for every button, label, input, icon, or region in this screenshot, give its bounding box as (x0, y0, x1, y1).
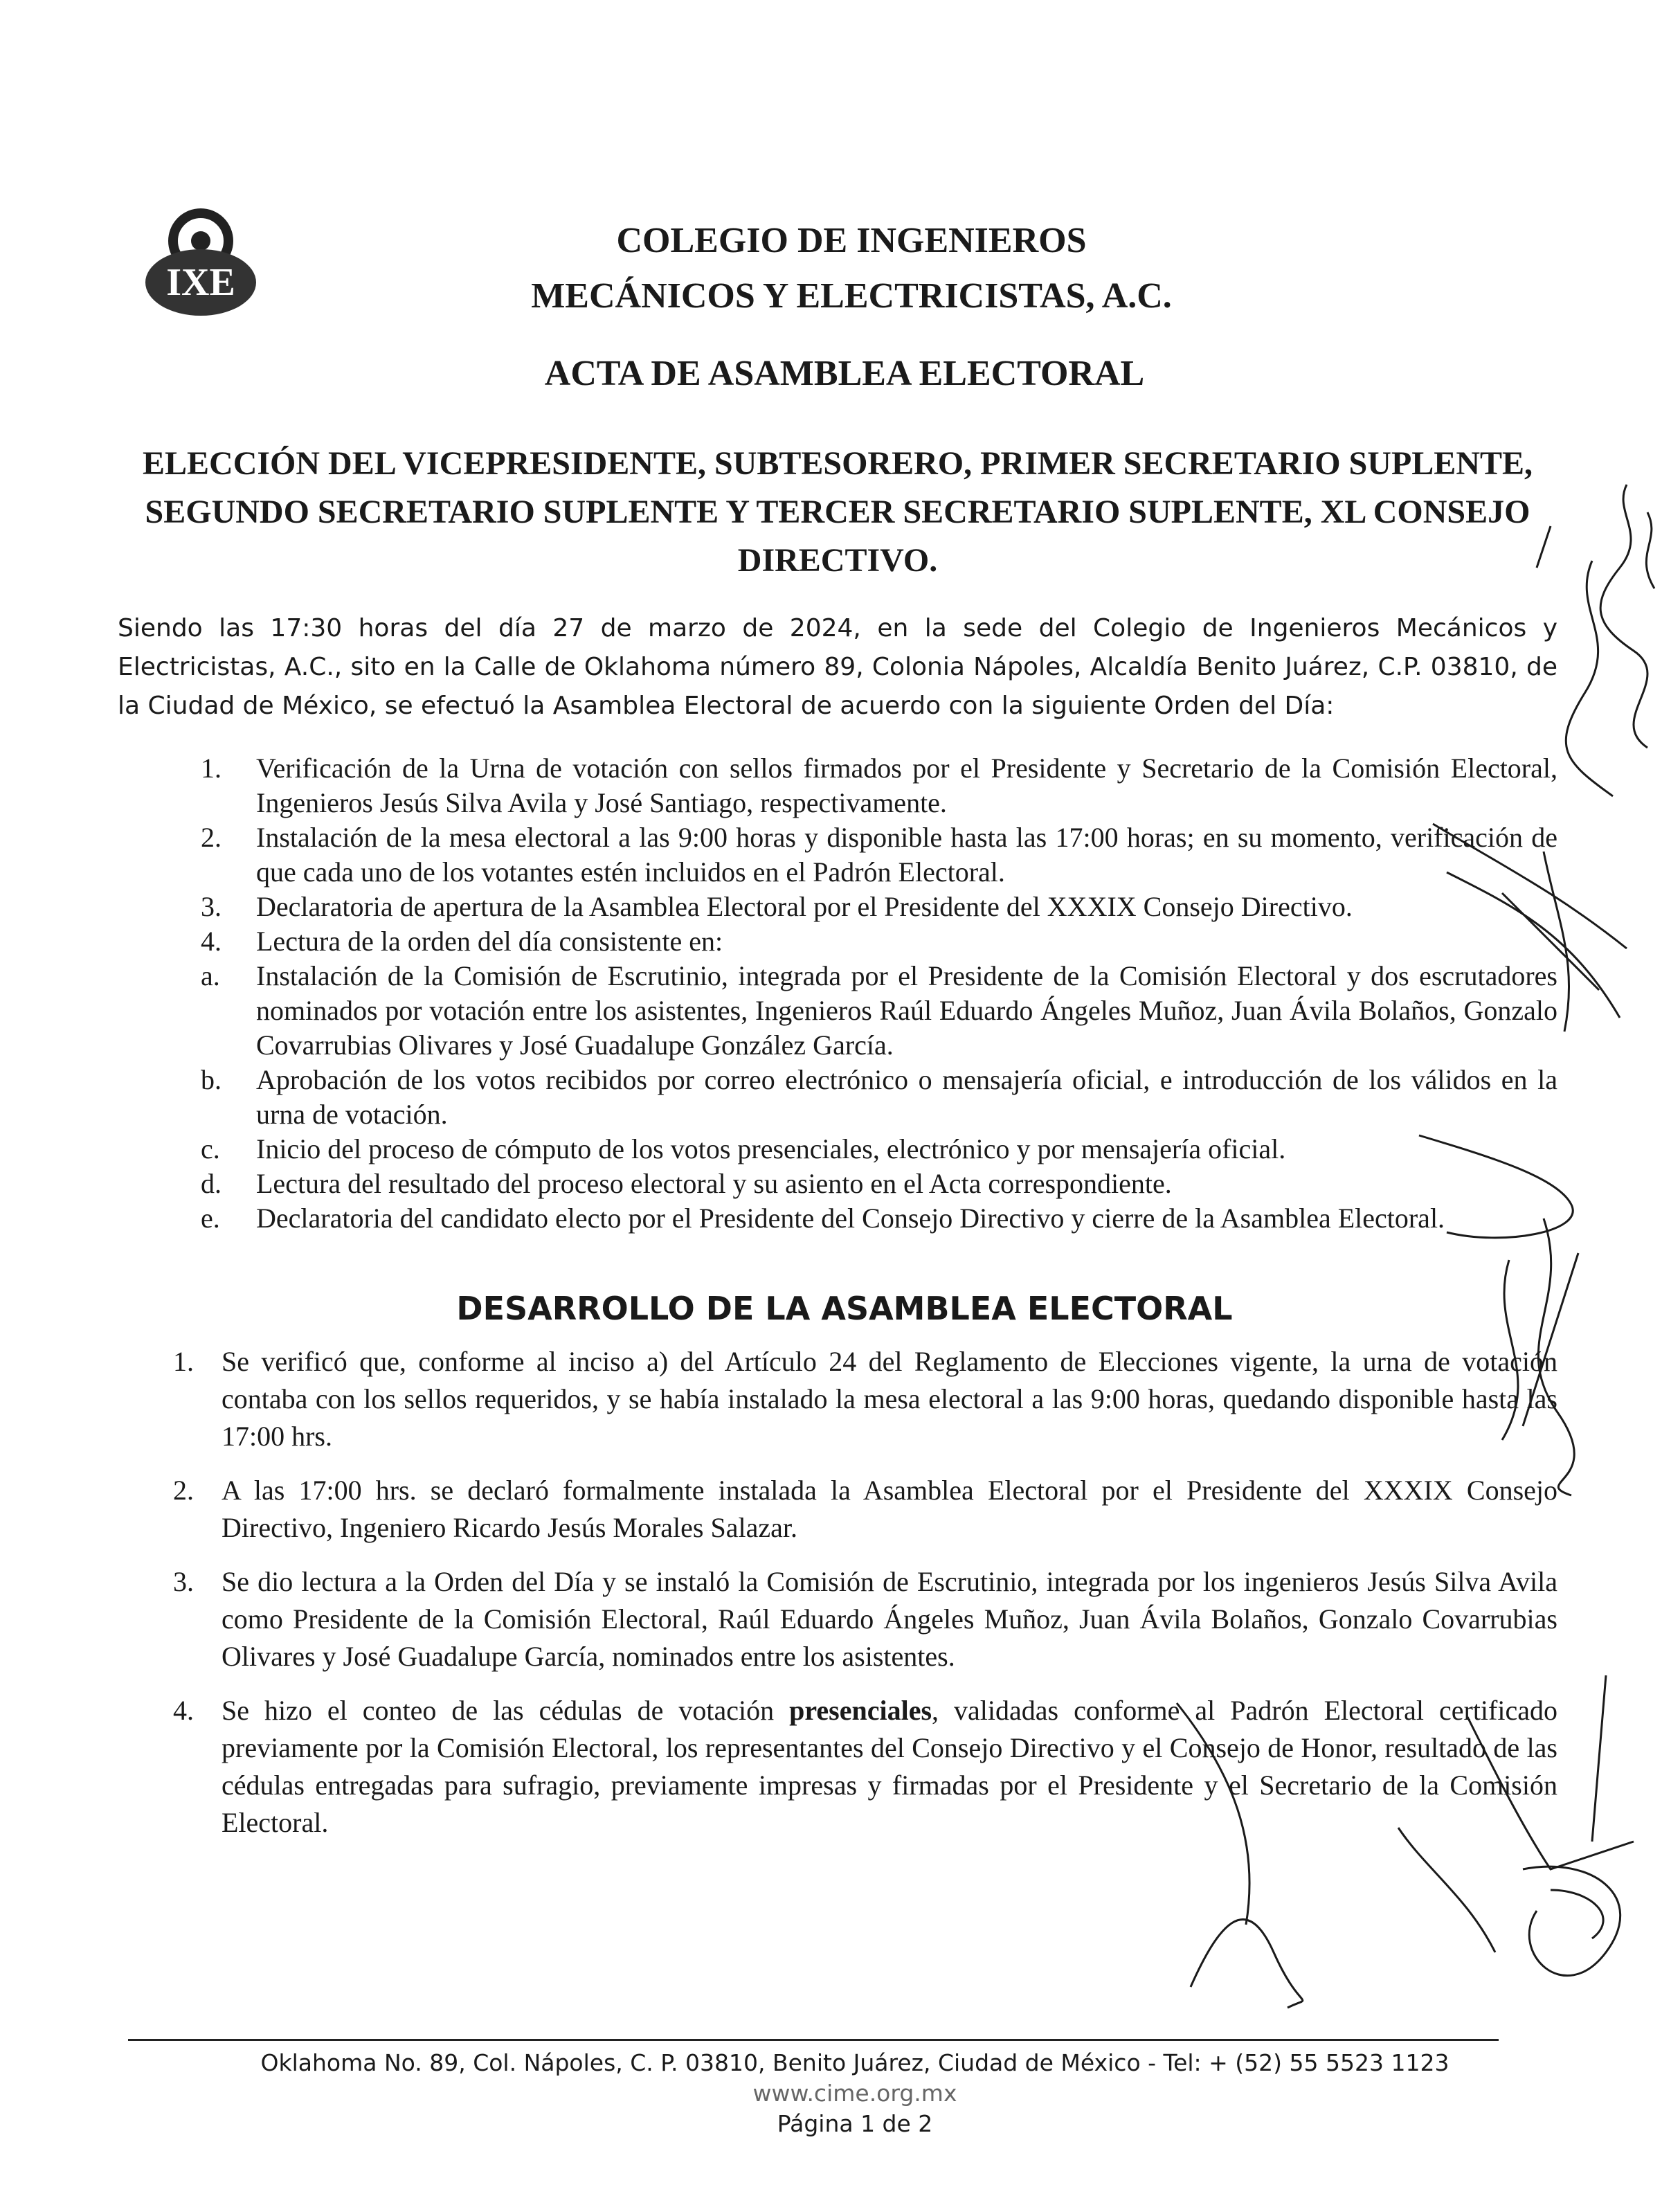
agenda-text: Declaratoria de apertura de la Asamblea Electoral por el Presidente del XXXIX Consejo Directivo. (256, 891, 1353, 922)
agenda-marker: e. (201, 1203, 220, 1234)
development-marker: 2. (173, 1475, 194, 1506)
development-text: Se verificó que, conforme al inciso a) del Artículo 24 del Reglamento de Elecciones vigente, la urna de votación contaba con los sellos requeridos, y se había instalado la mesa electoral a las 9:00 horas, quedando disponible hasta las 17:00 hrs. (222, 1346, 1557, 1452)
agenda-list (201, 751, 1557, 1236)
agenda-text: Instalación de la mesa electoral a las 9:00 horas y disponible hasta las 17:00 horas; en su momento, verificación de que cada uno de los votantes estén incluidos en el Padrón Electoral. (256, 822, 1557, 888)
agenda-subitem (201, 959, 1557, 1063)
agenda-item (201, 751, 1557, 820)
development-item (159, 1563, 1557, 1675)
agenda-subitem (201, 1132, 1557, 1167)
page-number: Página 1 de 2 (777, 2110, 933, 2137)
footer-divider (128, 2039, 1499, 2041)
agenda-item (201, 890, 1557, 924)
document-title: ACTA DE ASAMBLEA ELECTORAL (544, 354, 1145, 393)
election-subtitle: ELECCIÓN DEL VICEPRESIDENTE, SUBTESORERO, PRIMER SECRETARIO SUPLENTE, SEGUNDO SECRETARIO SUPLENTE Y TERCER SECRETARIO SUPLENTE, XL CONSEJO DIRECTIVO. (142, 445, 1533, 579)
development-section-title: DESARROLLO DE LA ASAMBLEA ELECTORAL (456, 1290, 1233, 1327)
org-title-line1: COLEGIO DE INGENIEROS (616, 221, 1087, 260)
agenda-marker: c. (201, 1133, 220, 1164)
agenda-marker: 4. (201, 926, 222, 957)
development-text-bold: presenciales (789, 1695, 932, 1726)
agenda-text: Lectura de la orden del día consistente en: (256, 926, 723, 957)
agenda-marker: 1. (201, 753, 222, 784)
development-marker: 3. (173, 1566, 194, 1597)
svg-text:IXE: IXE (166, 261, 235, 304)
agenda-item (201, 820, 1557, 890)
agenda-text: Instalación de la Comisión de Escrutinio, integrada por el Presidente de la Comisión Electoral y dos escrutadores nominados por votación entre los asistentes, Ingenieros Raúl Eduardo Ángeles Muñoz, Juan Ávila Bolaños, Gonzalo Covarrubias Olivares y José Guadalupe González García. (256, 960, 1557, 1061)
agenda-subitem (201, 1063, 1557, 1132)
footer-address: Oklahoma No. 89, Col. Nápoles, C. P. 03810, Benito Juárez, Ciudad de México - Tel: + (52) 55 5523 1123 (260, 2049, 1449, 2076)
organization-title (388, 213, 1315, 324)
agenda-text: Aprobación de los votos recibidos por correo electrónico o mensajería oficial, e introducción de los válidos en la urna de votación. (256, 1064, 1557, 1130)
agenda-subitem (201, 1201, 1557, 1236)
footer-website-link[interactable]: www.cime.org.mx (752, 2080, 957, 2107)
agenda-marker: a. (201, 960, 220, 991)
intro-paragraph: Siendo las 17:30 horas del día 27 de marzo de 2024, en la sede del Colegio de Ingenieros Mecánicos y Electricistas, A.C., sito en la Calle de Oklahoma número 89, Colonia Nápoles, Alcaldía Benito Juárez, C.P. 03810, de la Ciudad de México, se efectuó la Asamblea Electoral de acuerdo con la siguiente Orden del Día: (118, 614, 1557, 720)
cime-logo (138, 201, 263, 325)
agenda-marker: 2. (201, 822, 222, 853)
development-text: , validadas conforme al Padrón Electoral certificado previamente por la Comisión Electoral, los representantes del Consejo Directivo y el Consejo de Honor, resultado de las cédulas entregadas para sufragio, previamente impresas y firmadas por el Presidente y el Secretario de la Comisión Electoral. (222, 1695, 1557, 1838)
agenda-marker: 3. (201, 891, 222, 922)
agenda-text: Declaratoria del candidato electo por el Presidente del Consejo Directivo y cierre de la Asamblea Electoral. (256, 1203, 1445, 1234)
agenda-marker: b. (201, 1064, 222, 1095)
handwritten-signature-middle (1419, 810, 1641, 1045)
org-title-line2: MECÁNICOS Y ELECTRICISTAS, A.C. (531, 276, 1172, 316)
agenda-text: Lectura del resultado del proceso electoral y su asiento en el Acta correspondiente. (256, 1168, 1172, 1199)
agenda-marker: d. (201, 1168, 222, 1199)
development-marker: 4. (173, 1695, 194, 1726)
page-footer (128, 2048, 1582, 2139)
handwritten-signature-lower (1405, 1122, 1599, 1509)
handwritten-signature-bottom (1108, 1662, 1661, 2022)
agenda-subitem (201, 1167, 1557, 1201)
development-text: Se hizo el conteo de las cédulas de votación (222, 1695, 790, 1726)
development-text: Se dio lectura a la Orden del Día y se instaló la Comisión de Escrutinio, integrada por los ingenieros Jesús Silva Avila como Presidente de la Comisión Electoral, Raúl Eduardo Ángeles Muñoz, Juan Ávila Bolaños, Gonzalo Covarrubias Olivares y José Guadalupe García, nominados entre los asistentes. (222, 1566, 1557, 1672)
development-text: A las 17:00 hrs. se declaró formalmente instalada la Asamblea Electoral por el Presidente del XXXIX Consejo Directivo, Ingeniero Ricardo Jesús Morales Salazar. (222, 1475, 1557, 1543)
agenda-text: Verificación de la Urna de votación con sellos firmados por el Presidente y Secretario de la Comisión Electoral, Ingenieros Jesús Silva Avila y José Santiago, respectivamente. (256, 753, 1557, 818)
development-item (159, 1343, 1557, 1455)
agenda-item (201, 924, 1557, 959)
development-marker: 1. (173, 1346, 194, 1377)
handwritten-signature-right-margin (1509, 471, 1675, 858)
agenda-text: Inicio del proceso de cómputo de los votos presenciales, electrónico y por mensajería oficial. (256, 1133, 1286, 1164)
development-item (159, 1472, 1557, 1547)
